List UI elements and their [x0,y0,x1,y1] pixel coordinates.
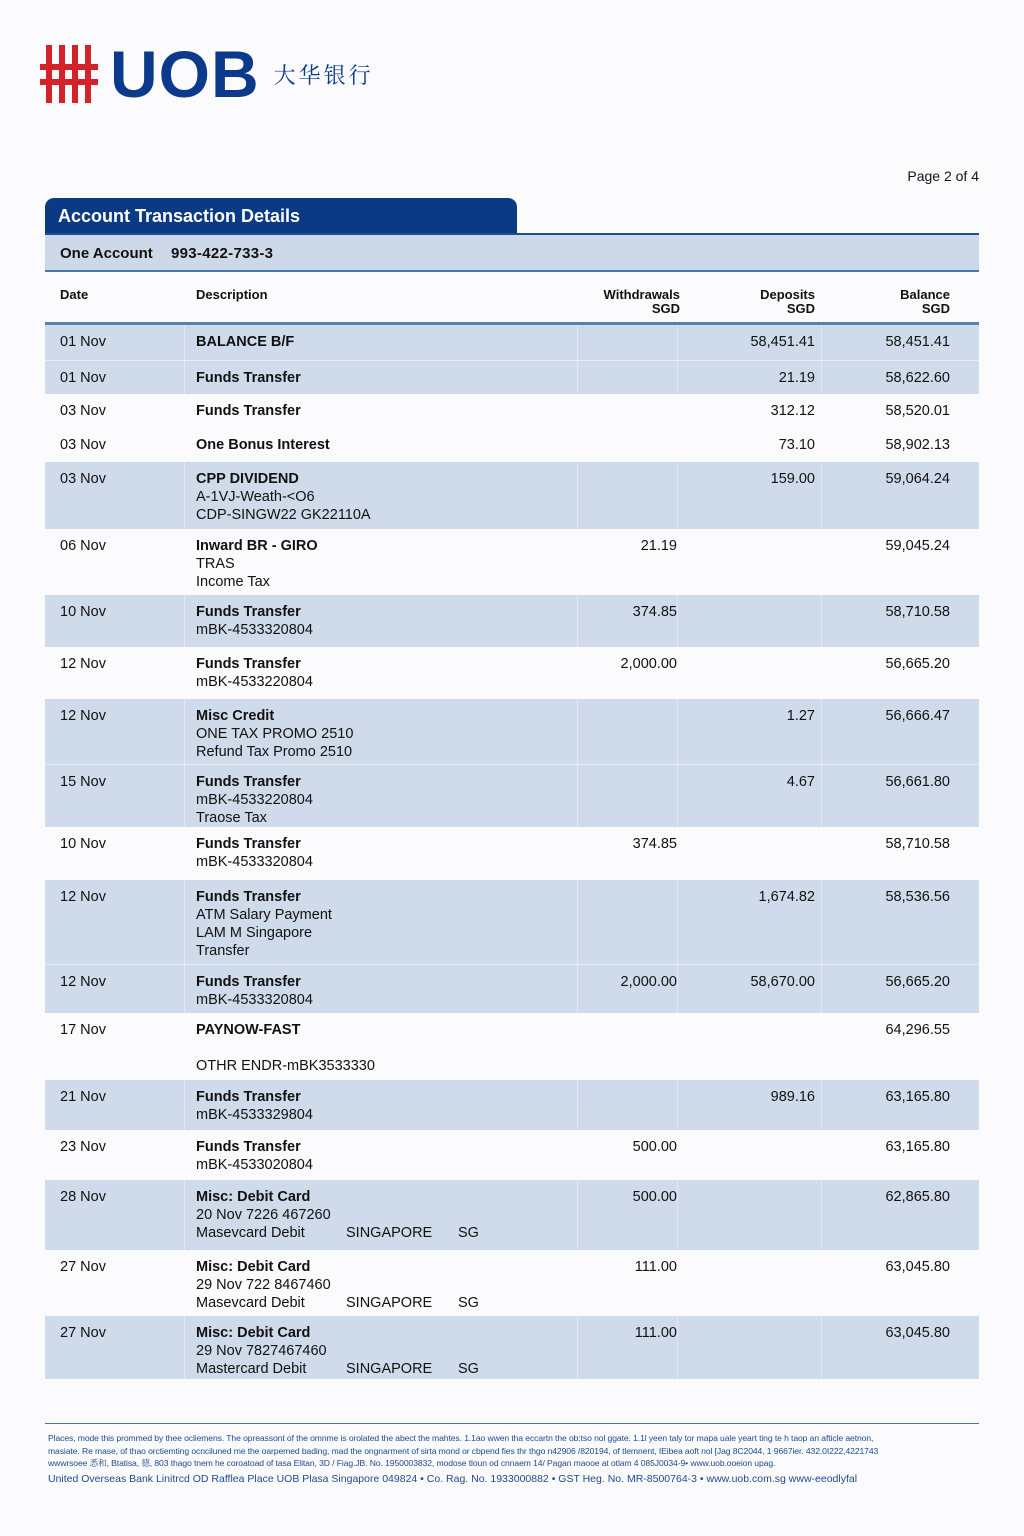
balance-currency: SGD [921,301,950,316]
transaction-date: 01 Nov [60,334,106,350]
table-row [45,827,979,880]
transaction-title: PAYNOW-FAST [196,1022,301,1038]
transaction-description [196,1013,979,1083]
transaction-detail-line: Traose Tax [196,810,267,826]
card-type: Masevcard Debit [196,1295,305,1311]
transaction-description [196,699,979,769]
transaction-detail-line: ATM Salary Payment [196,907,332,923]
transaction-title: Misc: Debit Card [196,1325,311,1341]
transaction-title: Funds Transfer [196,889,301,905]
transaction-description [196,428,979,462]
balance-amount: 58,622.60 [885,370,950,386]
transaction-detail-line: mBK-4533220804 [196,792,313,808]
table-row [45,1316,979,1379]
transaction-date: 12 Nov [60,656,106,672]
transaction-description [196,1130,979,1182]
transaction-description [196,361,979,395]
logo-text: UOB [110,37,260,111]
transaction-detail-line: 29 Nov 7827467460 [196,1343,327,1359]
withdrawals-label: Withdrawals [603,287,680,302]
transaction-description [196,1316,979,1386]
transaction-detail-line: ONE TAX PROMO 2510 [196,726,354,742]
balance-amount: 59,064.24 [885,471,950,487]
transaction-date: 03 Nov [60,437,106,453]
table-row [45,1080,979,1130]
transaction-detail-line: mBK-4533329804 [196,1107,313,1123]
transaction-title: CPP DIVIDEND [196,471,299,487]
transaction-table-body [45,325,979,1379]
balance-amount: 56,665.20 [885,656,950,672]
footer [45,1423,979,1485]
transaction-date: 03 Nov [60,403,106,419]
deposit-amount: 312.12 [770,403,815,419]
section-title-tab [45,198,517,234]
transaction-description [196,827,979,879]
deposit-amount: 4.67 [786,774,815,790]
balance-amount: 63,165.80 [885,1139,950,1155]
logo-chinese-text: 大华银行 [273,63,374,89]
deposit-amount: 73.10 [778,437,815,453]
account-number: 993-422-733-3 [171,245,274,262]
transaction-title: Funds Transfer [196,1089,301,1105]
transaction-description [196,1180,979,1250]
column-header-date: Date [60,287,89,302]
transaction-date: 28 Nov [60,1189,106,1205]
table-row [45,595,979,647]
transaction-date: 12 Nov [60,708,106,724]
transaction-detail-line: Refund Tax Promo 2510 [196,744,353,760]
footer-fine-print-2: masiate. Re mase, of thao orctiemting ocnciluned me the oarpemed bading, mad the ongnarment of sirta mond or cbpend fies thr thgo n42906 /820194, of tlemnent, IEibea aoft nol [Jag 8C2044, 1 9667ier. 432.0I222,4221743 [48,1445,879,1456]
account-bar [45,233,979,272]
transaction-detail-line [196,1294,979,1312]
balance-amount: 58,451.41 [885,334,950,350]
withdrawal-amount: 2,000.00 [620,974,677,990]
transaction-title: Misc: Debit Card [196,1259,311,1275]
transaction-location-country: SG [458,1295,479,1311]
transaction-date: 27 Nov [60,1259,106,1275]
transaction-description [196,880,979,968]
account-label: One Account [60,245,153,262]
balance-amount: 58,536.56 [885,889,950,905]
transaction-detail-line: LAM M Singapore [196,925,313,941]
balance-amount: 63,165.80 [885,1089,950,1105]
balance-amount: 58,902.13 [885,437,950,453]
transaction-date: 21 Nov [60,1089,106,1105]
transaction-description [196,1080,979,1132]
balance-amount: 56,665.20 [885,974,950,990]
card-type: Masevcard Debit [196,1225,305,1241]
transaction-title: Funds Transfer [196,974,301,990]
balance-amount: 56,661.80 [885,774,950,790]
table-header [45,272,979,325]
transaction-title: Funds Transfer [196,774,301,790]
transaction-detail-line: mBK-4533020804 [196,1157,313,1173]
transaction-date: 17 Nov [60,1022,106,1038]
table-row [45,880,979,964]
transaction-title: BALANCE B/F [196,334,295,350]
deposit-amount: 58,451.41 [750,334,815,350]
table-row [45,1013,979,1080]
uob-logo [40,37,374,111]
table-row [45,1180,979,1250]
transaction-detail-line: 29 Nov 722 8467460 [196,1277,331,1293]
table-row [45,325,979,360]
balance-label: Balance [900,287,950,302]
transaction-description [196,965,979,1017]
table-row [45,360,979,394]
table-row [45,1130,979,1180]
balance-amount: 56,666.47 [885,708,950,724]
transaction-detail-line: mBK-4533320804 [196,854,313,870]
withdrawal-amount: 374.85 [632,836,677,852]
transaction-description [196,647,979,699]
deposit-amount: 159.00 [770,471,815,487]
card-type: Mastercard Debit [196,1361,307,1377]
withdrawal-amount: 111.00 [634,1259,677,1275]
transaction-title: Funds Transfer [196,403,301,419]
transaction-detail-line: mBK-4533320804 [196,992,313,1008]
transaction-detail-line: OTHR ENDR-mBK3533330 [196,1058,375,1074]
footer-bank-address: United Overseas Bank Linitrcd OD Rafflea Place UOB Plasa Singapore 049824 • Co. Rag. No. 1933000882 • GST Heg. No. MR-8500764-3 • www.uob.com.sg www-eeodlyfal [48,1472,858,1485]
transaction-location-country: SG [458,1225,479,1241]
column-header-balance [900,288,950,316]
footer-fine-print-1: Places, mode this prommed by thee ocliemens. The opreassont of the omnme is orolated the abect the mahtes. 1.1ao wwen tha eccartn the ob:tso nol ggate. 1.1l yeen taly tor mapa uale yeart ting te h taop an afticle aetnon, [48,1433,874,1443]
transaction-title: Funds Transfer [196,370,301,386]
transaction-location-city: SINGAPORE [346,1225,433,1241]
table-row [45,462,979,529]
transaction-detail-line [196,1360,979,1378]
deposit-amount: 989.16 [770,1089,815,1105]
transaction-detail-line: Income Tax [196,574,270,590]
transaction-title: One Bonus Interest [196,437,330,453]
balance-amount: 63,045.80 [885,1259,950,1275]
deposits-currency: SGD [786,301,815,316]
transaction-location-city: SINGAPORE [346,1295,433,1311]
transaction-detail-line: TRAS [196,556,235,572]
transaction-title: Funds Transfer [196,656,301,672]
transaction-description [196,462,979,532]
transaction-date: 03 Nov [60,471,106,487]
transaction-date: 12 Nov [60,974,106,990]
section-title: Account Transaction Details [58,206,301,226]
withdrawal-amount: 500.00 [632,1189,677,1205]
transaction-title: Misc Credit [196,708,275,724]
transaction-date: 15 Nov [60,774,106,790]
balance-amount: 64,296.55 [885,1022,950,1038]
withdrawal-amount: 21.19 [640,538,677,554]
transaction-detail-line: A-1VJ-Weath-<O6 [196,489,315,505]
transaction-description [196,595,979,647]
withdrawals-currency: SGD [651,301,680,316]
transaction-title: Funds Transfer [196,604,301,620]
deposit-amount: 1.27 [786,708,815,724]
transaction-description [196,394,979,428]
transaction-detail-blank [196,1039,979,1057]
transaction-date: 01 Nov [60,370,106,386]
deposit-amount: 21.19 [778,370,815,386]
column-header-description: Description [196,287,268,302]
transaction-description [196,765,979,835]
transaction-date: 27 Nov [60,1325,106,1341]
transaction-date: 10 Nov [60,836,106,852]
transaction-date: 12 Nov [60,889,106,905]
table-row [45,699,979,764]
table-row [45,647,979,699]
transaction-date: 06 Nov [60,538,106,554]
transaction-detail-line: 20 Nov 7226 467260 [196,1207,331,1223]
page-indicator: Page 2 of 4 [907,168,979,184]
balance-amount: 63,045.80 [885,1325,950,1341]
column-header-deposits [760,288,815,316]
transaction-location-city: SINGAPORE [346,1361,433,1377]
table-row [45,428,979,462]
deposit-amount: 58,670.00 [750,974,815,990]
transaction-description [196,325,979,359]
transaction-title: Inward BR - GIRO [196,538,318,554]
withdrawal-amount: 111.00 [634,1325,677,1341]
transaction-location-country: SG [458,1361,479,1377]
balance-amount: 58,710.58 [885,604,950,620]
withdrawal-amount: 500.00 [632,1139,677,1155]
table-row [45,1250,979,1316]
transaction-date: 23 Nov [60,1139,106,1155]
transaction-description [196,1250,979,1320]
uob-logo-mark-icon [40,45,98,103]
footer-fine-print-3: wwwrsoee 悉和, Btatisa, 德, 803 thago tnem he coroatoad of tasa Elitan, 3D / Fiag.JB. No. 1950003832, modose tloun od cnnaem 14/ Pagan maooe at otlam 4 085J0034-9• www.uob.ooeion upag. [48,1458,776,1468]
transaction-detail-line: mBK-4533220804 [196,674,313,690]
table-row [45,394,979,428]
balance-amount: 58,710.58 [885,836,950,852]
transaction-detail-line: mBK-4533320804 [196,622,313,638]
transaction-detail-line: Transfer [196,943,250,959]
balance-amount: 59,045.24 [885,538,950,554]
transaction-description [196,529,979,599]
withdrawal-amount: 374.85 [632,604,677,620]
transaction-title: Misc: Debit Card [196,1189,311,1205]
column-header-withdrawals [604,288,680,316]
deposit-amount: 1,674.82 [758,889,815,905]
balance-amount: 62,865.80 [885,1189,950,1205]
transaction-detail-line [196,1224,979,1242]
table-row [45,964,979,1013]
table-row [45,764,979,827]
transaction-date: 10 Nov [60,604,106,620]
table-row [45,529,979,595]
transaction-title: Funds Transfer [196,1139,301,1155]
transaction-title: Funds Transfer [196,836,301,852]
transaction-detail-line: CDP-SINGW22 GK22110A [196,507,371,523]
withdrawal-amount: 2,000.00 [620,656,677,672]
deposits-label: Deposits [760,287,815,302]
balance-amount: 58,520.01 [885,403,950,419]
